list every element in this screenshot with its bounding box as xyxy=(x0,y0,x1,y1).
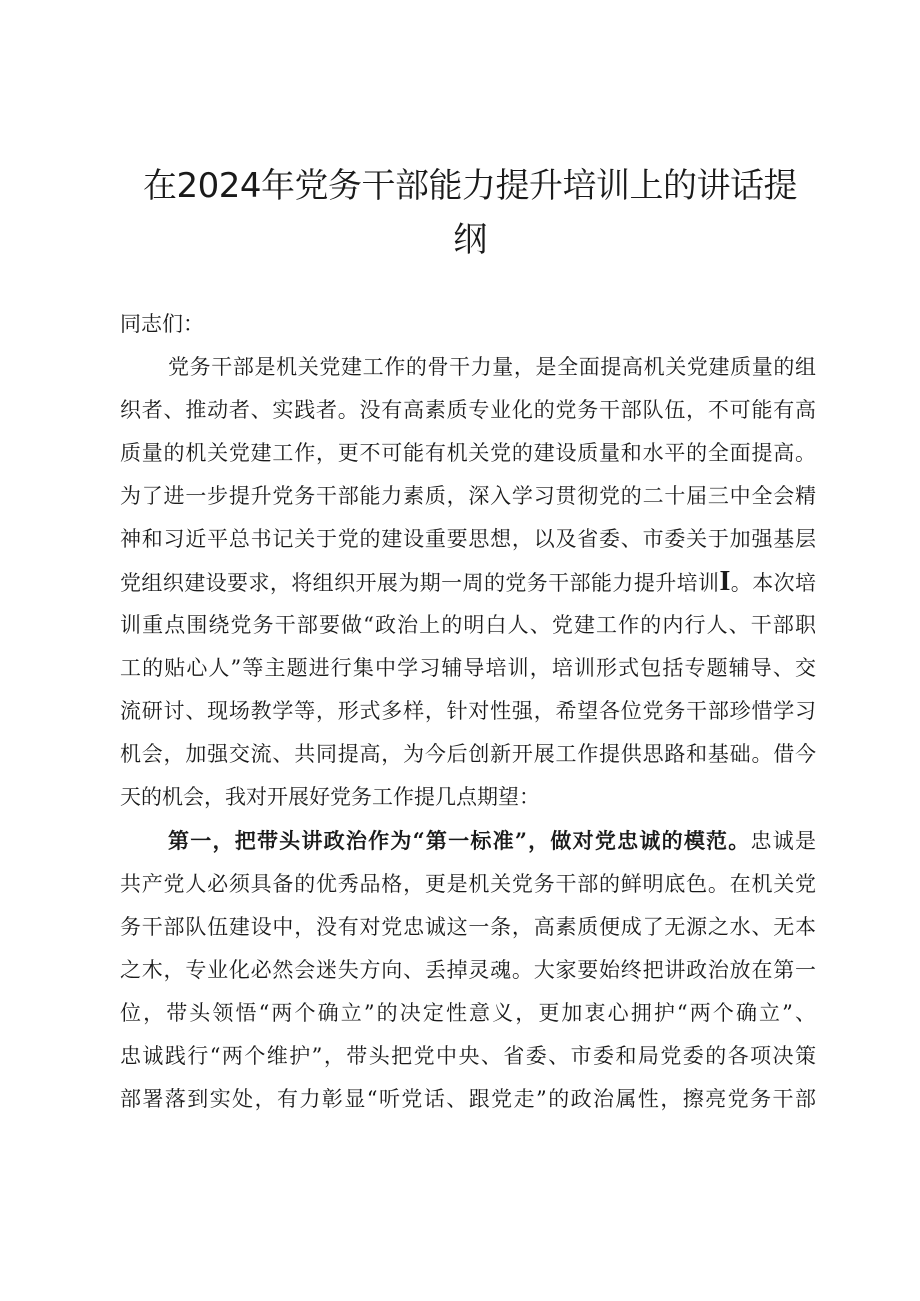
greeting: 同志们： xyxy=(120,312,204,336)
paragraph-2-line-tail: 忠诚是 xyxy=(750,829,817,853)
paragraph-1-line: 天的机会，我对开展好党务工作提几点期望： xyxy=(120,785,540,809)
document-title-line-1: 在2024年党务干部能力提升培训上的讲话提 xyxy=(142,166,798,206)
paragraph-1-line: 工的贴心人”等主题进行集中学习辅导培训，培训形式包括专题辅导、交 xyxy=(120,656,816,680)
paragraph-1-line: 质量的机关党建工作，更不可能有机关党的建设质量和水平的全面提高。 xyxy=(120,441,816,465)
paragraph-1-line: 为了进一步提升党务干部能力素质，深入学习贯彻党的二十届三中全会精 xyxy=(120,484,816,508)
paragraph-2-line: 务干部队伍建设中，没有对党忠诚这一条，高素质便成了无源之水、无本 xyxy=(120,915,816,939)
paragraph-1-line-tail: 。本次培 xyxy=(730,571,817,595)
paragraph-1-line: 机会，加强交流、共同提高，为今后创新开展工作提供思路和基础。借今 xyxy=(120,742,816,766)
paragraph-2-line xyxy=(168,829,816,853)
stray-mark: I xyxy=(719,566,731,597)
paragraph-1-line: 流研讨、现场教学等，形式多样，针对性强，希望各位党务干部珍惜学习 xyxy=(120,699,816,723)
paragraph-2-line: 共产党人必须具备的优秀品格，更是机关党务干部的鲜明底色。在机关党 xyxy=(120,872,816,896)
paragraph-1-line xyxy=(120,566,817,597)
document-title-line-2: 纲 xyxy=(453,220,487,260)
paragraph-1-line: 党务干部是机关党建工作的骨干力量，是全面提高机关党建质量的组 xyxy=(168,355,816,379)
paragraph-1-line: 织者、推动者、实践者。没有高素质专业化的党务干部队伍，不可能有高 xyxy=(120,398,816,422)
paragraph-2-line: 之木，专业化必然会迷失方向、丢掉灵魂。大家要始终把讲政治放在第一 xyxy=(120,958,816,982)
paragraph-2-line: 位，带头领悟“两个确立”的决定性意义，更加衷心拥护“两个确立”、 xyxy=(120,1001,816,1025)
paragraph-1-line-text: 党组织建设要求，将组织开展为期一周的党务干部能力提升培训 xyxy=(120,571,720,595)
paragraph-1-line: 训重点围绕党务干部要做“政治上的明白人、党建工作的内行人、干部职 xyxy=(120,613,816,637)
paragraph-2-line: 部署落到实处，有力彰显“听党话、跟党走”的政治属性，擦亮党务干部 xyxy=(120,1087,816,1111)
section-heading-first: 第一，把带头讲政治作为“第一标准”，做对党忠诚的模范。 xyxy=(168,828,751,853)
paragraph-2-line: 忠诚践行“两个维护”，带头把党中央、省委、市委和局党委的各项决策 xyxy=(120,1044,816,1068)
paragraph-1-line: 神和习近平总书记关于党的建设重要思想，以及省委、市委关于加强基层 xyxy=(120,527,816,551)
